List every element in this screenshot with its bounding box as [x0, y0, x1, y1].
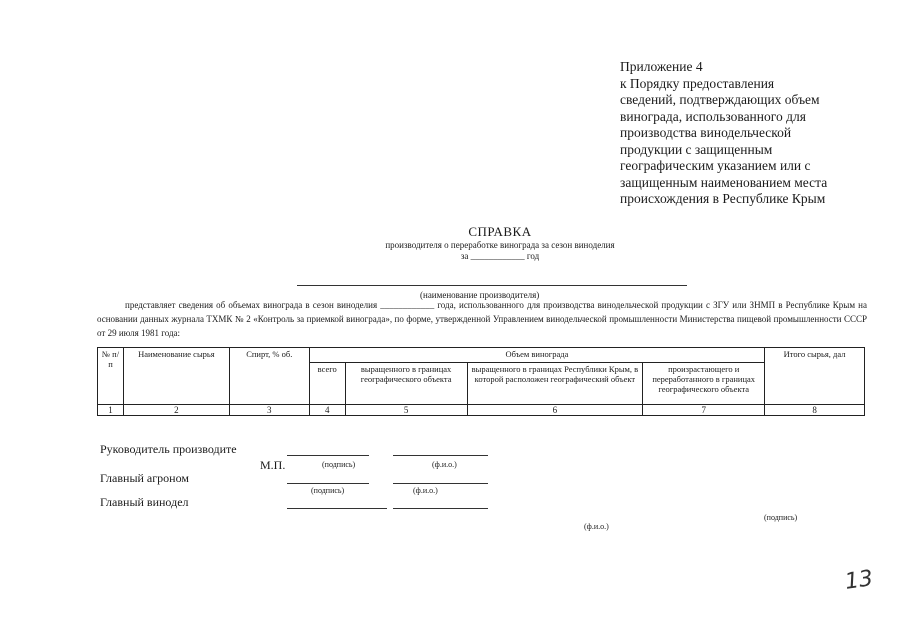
- appendix-line: защищенным наименованием места: [620, 174, 828, 190]
- winemaker-name-line: [393, 508, 488, 509]
- head-name-line: [393, 455, 488, 456]
- agronomist-signature-caption: (подпись): [311, 486, 345, 495]
- header-spirit: Спирт, % об.: [229, 348, 309, 405]
- appendix-line: к Порядку предоставления: [620, 75, 775, 91]
- winemaker-label: Главный винодел: [100, 495, 189, 509]
- agronomist-name-line: [393, 483, 488, 484]
- header-num: № п/п: [98, 348, 124, 405]
- appendix-line: сведений, подтверждающих объем: [620, 92, 820, 107]
- appendix-block: [620, 59, 890, 208]
- column-number: 4: [309, 405, 345, 416]
- producer-caption: (наименование производителя): [420, 290, 540, 300]
- column-number: 3: [229, 405, 309, 416]
- winemaker-signature-line: [287, 508, 387, 509]
- subheader-processed: произрастающего и переработанного в границах географического объекта: [643, 363, 765, 405]
- agronomist-label: Главный агроном: [100, 471, 189, 485]
- agronomist-signature-line: [287, 483, 369, 484]
- year-suffix: год: [526, 251, 540, 261]
- appendix-line: продукции с защищенным: [620, 141, 773, 157]
- year-blank: ____________: [470, 251, 525, 261]
- head-label: Руководитель производите: [100, 442, 237, 456]
- appendix-line: Приложение 4: [620, 59, 703, 74]
- header-total: Итого сырья, дал: [765, 348, 865, 405]
- column-number: 7: [643, 405, 765, 416]
- column-number: 5: [345, 405, 467, 416]
- head-signature-line: [287, 455, 369, 456]
- appendix-line: винограда, использованного для: [620, 108, 806, 124]
- appendix-line: происхождения в Республике Крым: [620, 191, 826, 206]
- column-number: 2: [123, 405, 229, 416]
- page-number: 13: [843, 566, 875, 595]
- document-title: СПРАВКА: [468, 224, 532, 239]
- winemaker-signature-caption: (подпись): [764, 513, 798, 522]
- year-prefix: за: [460, 251, 469, 261]
- column-number: 6: [467, 405, 643, 416]
- document-subtitle: производителя о переработке винограда за сезон виноделия: [385, 240, 615, 250]
- header-name: Наименование сырья: [123, 348, 229, 405]
- subheader-all: всего: [309, 363, 345, 405]
- head-signature-caption: (подпись): [322, 460, 356, 469]
- column-number: 1: [98, 405, 124, 416]
- stamp-label: М.П.: [260, 458, 286, 472]
- subheader-grown-crimea: выращенного в границах Республики Крым, в которой расположен географический объект: [467, 363, 643, 405]
- agronomist-name-caption: (ф.и.о.): [413, 486, 438, 495]
- intro-paragraph: [97, 298, 867, 340]
- subheader-grown-geo: выращенного в границах географического объекта: [345, 363, 467, 405]
- grape-volume-table: [97, 347, 865, 416]
- intro-text: представляет сведения об объемах винограда в сезон виноделия ____________ года, использованного для производства винодельческой продукции с ЗГУ или ЗНМП в Республике Крым на основании данных журнала ТХМК № 2 «Контроль за приемкой винограда», по форме, утвержденной Управлением винодельческой промышленности Министерства пищевой промышленности СССР от 29 июля 1981 года:: [97, 300, 867, 338]
- appendix-line: географическим указанием или с: [620, 158, 811, 173]
- winemaker-name-caption: (ф.и.о.): [584, 522, 609, 531]
- producer-name-line: [297, 285, 687, 286]
- season-year-line: [300, 251, 700, 261]
- appendix-line: производства винодельческой: [620, 125, 792, 140]
- column-number: 8: [765, 405, 865, 416]
- head-name-caption: (ф.и.о.): [432, 460, 457, 469]
- header-volume: Объем винограда: [309, 348, 764, 363]
